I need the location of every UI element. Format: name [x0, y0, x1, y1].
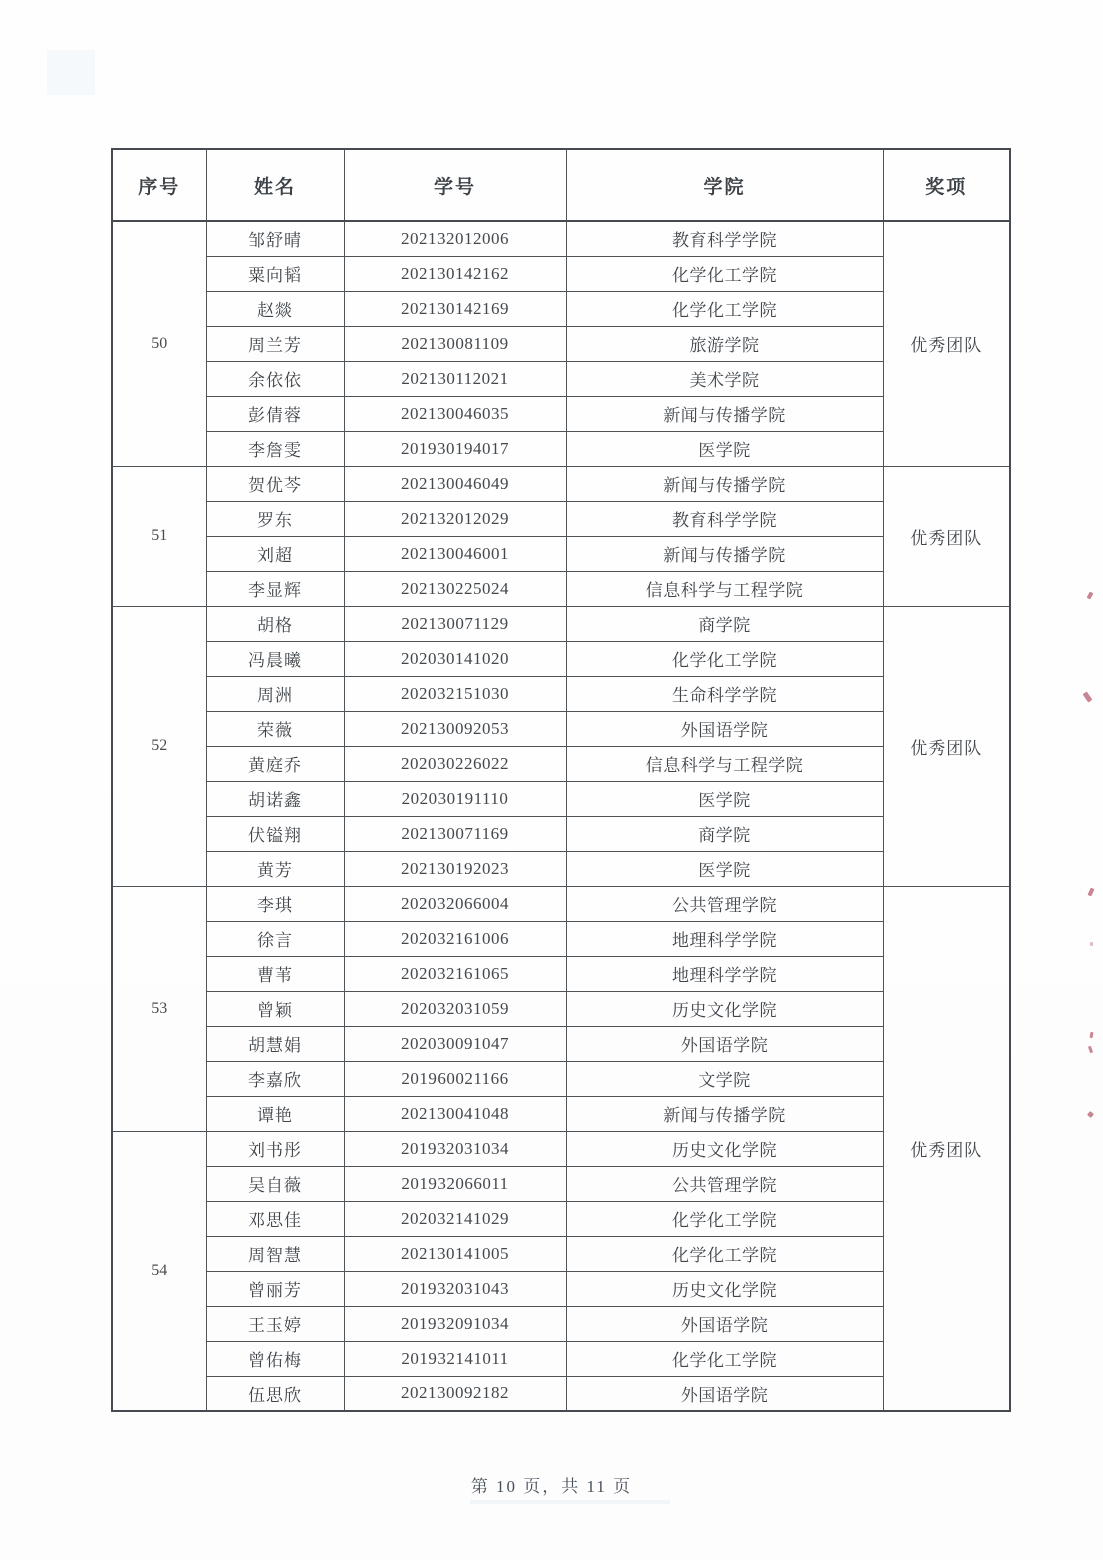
college-cell: 商学院: [566, 606, 883, 641]
table-row: [112, 746, 1010, 781]
table-row: [112, 1166, 1010, 1201]
college-cell: 新闻与传播学院: [566, 466, 883, 501]
college-cell: 信息科学与工程学院: [566, 746, 883, 781]
college-cell: 生命科学学院: [566, 676, 883, 711]
scan-artifact: [1090, 942, 1093, 946]
college-cell: 历史文化学院: [566, 991, 883, 1026]
name-cell: 胡格: [206, 606, 344, 641]
header-name: 姓名: [206, 149, 344, 221]
student-id-cell: 202030226022: [344, 746, 566, 781]
header-college: 学院: [566, 149, 883, 221]
awards-table: [111, 148, 1011, 1412]
table-row: [112, 1061, 1010, 1096]
table-row: [112, 1026, 1010, 1061]
college-cell: 教育科学学院: [566, 501, 883, 536]
college-cell: 化学化工学院: [566, 1201, 883, 1236]
college-cell: 新闻与传播学院: [566, 396, 883, 431]
student-id-cell: 202130041048: [344, 1096, 566, 1131]
college-cell: 化学化工学院: [566, 1341, 883, 1376]
table-row: [112, 816, 1010, 851]
table-row: [112, 291, 1010, 326]
student-id-cell: 202130112021: [344, 361, 566, 396]
college-cell: 外国语学院: [566, 1376, 883, 1411]
table-row: [112, 571, 1010, 606]
college-cell: 教育科学学院: [566, 221, 883, 256]
page-number-footer: 第 10 页，共 11 页: [470, 1477, 633, 1496]
table-row: [112, 1096, 1010, 1131]
student-id-cell: 202130141005: [344, 1236, 566, 1271]
name-cell: 李琪: [206, 886, 344, 921]
college-cell: 新闻与传播学院: [566, 1096, 883, 1131]
student-id-cell: 202130046035: [344, 396, 566, 431]
college-cell: 地理科学学院: [566, 921, 883, 956]
scan-tint-artifact: [47, 50, 95, 95]
student-id-cell: 202032141029: [344, 1201, 566, 1236]
student-id-cell: 202030191110: [344, 781, 566, 816]
student-id-cell: 202130071169: [344, 816, 566, 851]
name-cell: 曾颖: [206, 991, 344, 1026]
student-id-cell: 201932031034: [344, 1131, 566, 1166]
name-cell: 李嘉欣: [206, 1061, 344, 1096]
student-id-cell: 202130142169: [344, 291, 566, 326]
student-id-cell: 202130046049: [344, 466, 566, 501]
table-row: [112, 1201, 1010, 1236]
college-cell: 历史文化学院: [566, 1271, 883, 1306]
table-row: [112, 221, 1010, 256]
table-row: [112, 886, 1010, 921]
name-cell: 贺优芩: [206, 466, 344, 501]
name-cell: 荣薇: [206, 711, 344, 746]
name-cell: 罗东: [206, 501, 344, 536]
name-cell: 伏镒翔: [206, 816, 344, 851]
college-cell: 地理科学学院: [566, 956, 883, 991]
name-cell: 周兰芳: [206, 326, 344, 361]
table-row: [112, 1236, 1010, 1271]
student-id-cell: 201930194017: [344, 431, 566, 466]
name-cell: 曹苇: [206, 956, 344, 991]
college-cell: 文学院: [566, 1061, 883, 1096]
college-cell: 新闻与传播学院: [566, 536, 883, 571]
header-award: 奖项: [883, 149, 1010, 221]
name-cell: 王玉婷: [206, 1306, 344, 1341]
name-cell: 余依依: [206, 361, 344, 396]
name-cell: 黄芳: [206, 851, 344, 886]
student-id-cell: 202130046001: [344, 536, 566, 571]
scan-artifact: [1087, 591, 1094, 599]
award-cell: 优秀团队: [883, 221, 1010, 466]
table-row: [112, 326, 1010, 361]
award-cell: 优秀团队: [883, 606, 1010, 886]
student-id-cell: 202130142162: [344, 256, 566, 291]
college-cell: 信息科学与工程学院: [566, 571, 883, 606]
header-student-id: 学号: [344, 149, 566, 221]
table-row: [112, 256, 1010, 291]
name-cell: 李詹雯: [206, 431, 344, 466]
college-cell: 商学院: [566, 816, 883, 851]
college-cell: 医学院: [566, 781, 883, 816]
serial-cell: 54: [112, 1131, 206, 1411]
name-cell: 谭艳: [206, 1096, 344, 1131]
college-cell: 外国语学院: [566, 711, 883, 746]
college-cell: 美术学院: [566, 361, 883, 396]
student-id-cell: 202130092053: [344, 711, 566, 746]
scan-artifact: [1087, 888, 1094, 897]
table-row: [112, 396, 1010, 431]
table-row: [112, 1131, 1010, 1166]
award-cell: 优秀团队: [883, 466, 1010, 606]
college-cell: 医学院: [566, 431, 883, 466]
serial-cell: 50: [112, 221, 206, 466]
college-cell: 历史文化学院: [566, 1131, 883, 1166]
serial-cell: 51: [112, 466, 206, 606]
table-row: [112, 1271, 1010, 1306]
table-row: [112, 1341, 1010, 1376]
award-cell: 优秀团队: [883, 886, 1010, 1411]
table-row: [112, 1376, 1010, 1411]
scan-artifact: [1083, 691, 1093, 702]
college-cell: 外国语学院: [566, 1026, 883, 1061]
table-row: [112, 676, 1010, 711]
name-cell: 胡慧娟: [206, 1026, 344, 1061]
scan-artifact: [1087, 1111, 1094, 1118]
college-cell: 公共管理学院: [566, 886, 883, 921]
table-header: [112, 149, 1010, 221]
name-cell: 胡诺鑫: [206, 781, 344, 816]
name-cell: 周洲: [206, 676, 344, 711]
student-id-cell: 202032161065: [344, 956, 566, 991]
name-cell: 曾佑梅: [206, 1341, 344, 1376]
table-row: [112, 466, 1010, 501]
college-cell: 化学化工学院: [566, 256, 883, 291]
table-row: [112, 641, 1010, 676]
student-id-cell: 202130071129: [344, 606, 566, 641]
table-row: [112, 781, 1010, 816]
name-cell: 邓思佳: [206, 1201, 344, 1236]
header-row: [112, 149, 1010, 221]
student-id-cell: 202132012029: [344, 501, 566, 536]
student-id-cell: 201932066011: [344, 1166, 566, 1201]
name-cell: 伍思欣: [206, 1376, 344, 1411]
table-row: [112, 501, 1010, 536]
student-id-cell: 202032151030: [344, 676, 566, 711]
college-cell: 旅游学院: [566, 326, 883, 361]
name-cell: 刘书彤: [206, 1131, 344, 1166]
college-cell: 化学化工学院: [566, 1236, 883, 1271]
student-id-cell: 201932091034: [344, 1306, 566, 1341]
table-row: [112, 851, 1010, 886]
name-cell: 周智慧: [206, 1236, 344, 1271]
college-cell: 医学院: [566, 851, 883, 886]
serial-cell: 52: [112, 606, 206, 886]
scan-artifact: [1090, 1032, 1094, 1038]
table-row: [112, 536, 1010, 571]
student-id-cell: 201932141011: [344, 1341, 566, 1376]
student-id-cell: 201932031043: [344, 1271, 566, 1306]
name-cell: 刘超: [206, 536, 344, 571]
table-row: [112, 711, 1010, 746]
table-row: [112, 991, 1010, 1026]
name-cell: 粟向韬: [206, 256, 344, 291]
table-body: [112, 221, 1010, 1411]
scan-artifact: [470, 1500, 670, 1504]
table-row: [112, 1306, 1010, 1341]
college-cell: 外国语学院: [566, 1306, 883, 1341]
table-row: [112, 956, 1010, 991]
serial-cell: 53: [112, 886, 206, 1131]
student-id-cell: 202030091047: [344, 1026, 566, 1061]
header-serial: 序号: [112, 149, 206, 221]
college-cell: 公共管理学院: [566, 1166, 883, 1201]
name-cell: 曾丽芳: [206, 1271, 344, 1306]
name-cell: 吴自薇: [206, 1166, 344, 1201]
table-row: [112, 921, 1010, 956]
scan-artifact: [1088, 1046, 1093, 1054]
table-row: [112, 361, 1010, 396]
student-id-cell: 202032066004: [344, 886, 566, 921]
name-cell: 邹舒晴: [206, 221, 344, 256]
student-id-cell: 202130192023: [344, 851, 566, 886]
student-id-cell: 202130092182: [344, 1376, 566, 1411]
name-cell: 赵燚: [206, 291, 344, 326]
college-cell: 化学化工学院: [566, 641, 883, 676]
student-id-cell: 202132012006: [344, 221, 566, 256]
table-row: [112, 431, 1010, 466]
college-cell: 化学化工学院: [566, 291, 883, 326]
student-id-cell: 202130081109: [344, 326, 566, 361]
name-cell: 彭倩蓉: [206, 396, 344, 431]
student-id-cell: 202030141020: [344, 641, 566, 676]
student-id-cell: 201960021166: [344, 1061, 566, 1096]
name-cell: 徐言: [206, 921, 344, 956]
name-cell: 李显辉: [206, 571, 344, 606]
name-cell: 黄庭乔: [206, 746, 344, 781]
student-id-cell: 202032161006: [344, 921, 566, 956]
student-id-cell: 202130225024: [344, 571, 566, 606]
name-cell: 冯晨曦: [206, 641, 344, 676]
student-id-cell: 202032031059: [344, 991, 566, 1026]
table-row: [112, 606, 1010, 641]
